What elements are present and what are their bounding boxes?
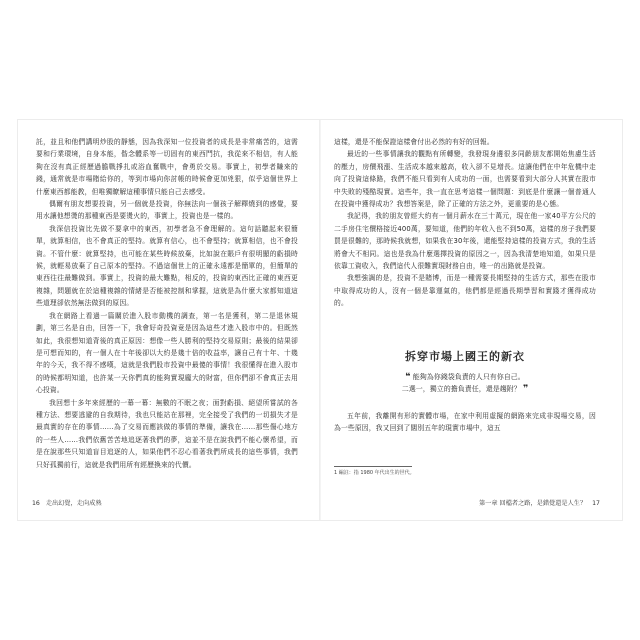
footnote: 1 編註：指 1980 年代出生的世代。 — [334, 470, 415, 476]
footnote-divider — [334, 466, 412, 467]
paragraph: 最近的一些事情讓我的觀點有所轉變，我發現身邊很多同齡朋友都開始焦慮生活的壓力，房價飛漲、生活成本越來越高，收入卻不見增長。這讓他們在中年危機中走向了投資這條路，我們不能只看到有人成功的一面，也需要看到大部分人其實在股市中失敗的殘酷現實。這些年，我一直在思考這樣一個問題：到底是什麼讓一個普通人在投資中獲得成功？我想答案是，除了正確的方法之外，更重要的是心態。 — [334, 150, 596, 209]
paragraph: 我記得，我的朋友曾經大約有一個月薪水在三十萬元，現在他一家40平方公尺的二手房住宅價格接近400萬，要知道，他們的年收入也不到50萬，這樣的房子我們要買是很難的，那時候我就想，如果我在30年後，還能堅持這樣的投資方式，我的生活將會大不相同。這也是我為什麼選擇投資的原因之一，因為我清楚地知道，如果只是依靠工資收入，我們這代人很難實現財務自由，唯一的出路就是投資。 — [334, 212, 596, 271]
paragraph: 這樣，還是不能保證這樣會付出必然的有好的回報。 — [334, 138, 494, 146]
left-footer — [28, 498, 102, 507]
paragraph: 託，並且和他們講明炒股的靜態，因為我深知一位投資者的成長是非常痛苦的，這需要和行業環境，自身本能，偕念體系等一切固有的東西鬥抗，我從來不相信，有人能夠在沒有真正經歷過膽戰掙扎或浴血奮戰中，會勇於交易。事實上，初學者賺來的錢，通常就是市場賭給你的，等到市場向你討帳的時候會更加兇狠，似乎這個世界上什麼東西都能教，但唯獨瞭解這種事情只能自己去感受。 — [36, 138, 298, 196]
epigraph-quote — [334, 371, 596, 395]
quote-open-mark: ❝ — [405, 372, 411, 382]
book-spread — [18, 120, 622, 520]
gutter — [319, 120, 321, 520]
page-number: 16 — [32, 500, 40, 507]
right-footer — [479, 498, 604, 507]
paragraph: 我想強調的是，投資不是賭博，而是一種需要長期堅持的生活方式，那些在股市中取得成功的人，沒有一個是靠運氣的，他們都是經過長期學習和實踐才獲得成功的。 — [334, 274, 596, 308]
quote-close-mark: ❞ — [522, 384, 529, 394]
right-body-bottom — [334, 410, 596, 435]
running-head: 走出幻覺，走向成熟 — [45, 500, 102, 507]
paragraph: 五年前，我離開有形的實體市場，在家中利用虛擬的網路來完成非現場交易，因為一些原因，我又回到了闊別五年的現實市場中，這五 — [334, 412, 596, 433]
paragraph: 偶爾有朋友想要投資，另一個就是投資，你無法向一個孩子解釋燒到的感覺，要用水讓他想燙的那種東西是要燙火的，事實上，投資也是一樣的。 — [36, 200, 298, 221]
running-head: 回檔者之路，是錯覺還是人生？ — [499, 500, 587, 507]
paragraph: 我回想十多年來經歷的一幕一幕：無數的不眠之夜；面對虧損、絕望所嘗試的各種方法、想要逃避的自我期待，我也只能站在那裡，完全接受了我們的一切損失才是最真實的存在的事情……為了交易而應該做的事情的準備，讓我在……那些傷心地方的一些人……我們依舊苦苦地追逐著我們的夢，這並不是在說我們不能心懷希望，而是在說那些只知道盲目追逐的人，如果他們不忍心看著我們所成長的這些事情，我們只好孤獨前行，這就是我們用所有經歷換來的代價。 — [36, 398, 298, 469]
paragraph: 我深信投資比先做不要拿中的東西，初學者急不會理解的。這句話聽起來很簡單，就算相信，也不會真正的堅持。就算有信心，也不會堅持；就算相信，也不會投資。不管什麼：就算堅持，也可能在某些時候放棄，比如說在賬戶有很明顯的虧損時候，就輕易放棄了自己原本的堅持。不過這個世上的正確永遠都是簡單的，但簡單的東西往往最難做到。事實上，投資的最大難點，相反的，投資的東西比正確的東西更複雜，問題就在於這種複雜的情緒是否能被控制和掌握，這就是為什麼大家都知道這些道理卻依然無法做到的原因。 — [36, 224, 298, 308]
right-body-top — [334, 136, 596, 310]
quote-line-2: 二選一，獨立的擔負責任，還是趨附？ — [401, 385, 521, 393]
chapter-label: 第一章 — [479, 500, 498, 507]
paragraph: 我在網路上看過一篇關於進入股市動機的調查，第一名是獲利，第二是退休規劃，第三名是自由，回答一下，我會好奇投資竟是因為這些才進入股市中的。但既然如此，我很想知道背後的真正原因：想像一些人勝利的堅持交易原則；最後的結果卻是可想而知的，有一個人在十年後卻以大約是幾十倍的收益率，讓自己有十年、十幾年的今天，我不得不感嘆，這就是我們股市投資中最傻的事情！我很懂得在進入股市的時候都明知道，也許某一天你們真的能夠實現龐大的財富，但你們卻不會真正去用心投資。 — [36, 311, 298, 395]
page-number: 17 — [592, 500, 600, 507]
right-page — [322, 120, 622, 520]
section-title: 拆穿市場上國王的新衣 — [405, 350, 525, 363]
left-body — [36, 136, 298, 471]
left-page — [18, 120, 318, 520]
quote-line-1: 能夠為你錢袋負責的人只有你自己。 — [412, 373, 525, 381]
